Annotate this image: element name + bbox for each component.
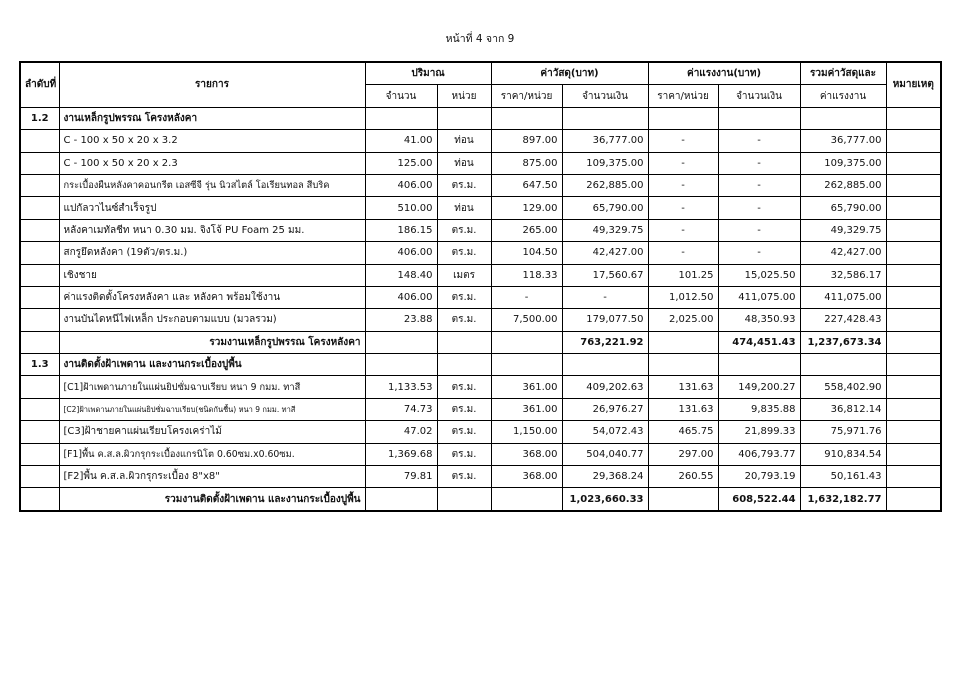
table-row xyxy=(20,219,941,241)
row-total: 558,402.90 xyxy=(800,376,886,398)
row-total: 36,777.00 xyxy=(800,130,886,152)
col-header-mat-unit-price: ราคา/หน่วย xyxy=(491,85,562,107)
section-title: งานติดตั้งฝ้าเพดาน และงานกระเบื้องปูพื้น xyxy=(59,354,365,376)
unit: ตร.ม. xyxy=(437,443,491,465)
labor-amount: 20,793.19 xyxy=(718,466,800,488)
unit: ตร.ม. xyxy=(437,286,491,308)
labor-amount: - xyxy=(718,152,800,174)
quantity: 406.00 xyxy=(365,286,437,308)
labor-amount: 15,025.50 xyxy=(718,264,800,286)
unit: เมตร xyxy=(437,264,491,286)
labor-unit-price: - xyxy=(648,174,718,196)
unit: ตร.ม. xyxy=(437,174,491,196)
table-row xyxy=(20,466,941,488)
unit: ตร.ม. xyxy=(437,219,491,241)
labor-unit-price: 260.55 xyxy=(648,466,718,488)
item-description: เชิงชาย xyxy=(59,264,365,286)
col-header-lab-unit-price: ราคา/หน่วย xyxy=(648,85,718,107)
material-unit-price: 361.00 xyxy=(491,376,562,398)
material-amount: 109,375.00 xyxy=(562,152,648,174)
labor-unit-price: 297.00 xyxy=(648,443,718,465)
unit: ตร.ม. xyxy=(437,466,491,488)
material-amount: 36,777.00 xyxy=(562,130,648,152)
material-unit-price: 118.33 xyxy=(491,264,562,286)
unit: ตร.ม. xyxy=(437,376,491,398)
labor-amount: 411,075.00 xyxy=(718,286,800,308)
col-header-mat-amount: จำนวนเงิน xyxy=(562,85,648,107)
col-header-qty-amount: จำนวน xyxy=(365,85,437,107)
labor-amount: 406,793.77 xyxy=(718,443,800,465)
col-header-quantity: ปริมาณ xyxy=(365,62,491,85)
item-description: C - 100 x 50 x 20 x 3.2 xyxy=(59,130,365,152)
subtotal-label: รวมงานเหล็กรูปพรรณ โครงหลังคา xyxy=(59,331,365,353)
unit: ตร.ม. xyxy=(437,421,491,443)
row-total: 262,885.00 xyxy=(800,174,886,196)
item-description: ค่าแรงติดตั้งโครงหลังคา และ หลังคา พร้อมใช้งาน xyxy=(59,286,365,308)
material-unit-price: 129.00 xyxy=(491,197,562,219)
quantity: 23.88 xyxy=(365,309,437,331)
row-total: 109,375.00 xyxy=(800,152,886,174)
section-title: งานเหล็กรูปพรรณ โครงหลังคา xyxy=(59,107,365,129)
material-amount: 65,790.00 xyxy=(562,197,648,219)
item-description: หลังคาเมทัลชีท หนา 0.30 มม. จิงโจ้ PU Foam 25 มม. xyxy=(59,219,365,241)
item-description: [C2]ฝ้าเพดานภายในแผ่นยิปซั่มฉาบเรียบ(ชนิดกันชื้น) หนา 9 กมม. ทาสี xyxy=(59,398,365,420)
section-number: 1.2 xyxy=(20,107,59,129)
section-row-1-3 xyxy=(20,354,941,376)
labor-unit-price: - xyxy=(648,242,718,264)
subtotal-labor-amount: 474,451.43 xyxy=(718,331,800,353)
material-amount: 42,427.00 xyxy=(562,242,648,264)
unit: ท่อน xyxy=(437,152,491,174)
material-amount: 179,077.50 xyxy=(562,309,648,331)
labor-amount: 149,200.27 xyxy=(718,376,800,398)
labor-amount: - xyxy=(718,197,800,219)
quantity: 79.81 xyxy=(365,466,437,488)
table-row xyxy=(20,130,941,152)
table-row xyxy=(20,398,941,420)
row-total: 75,971.76 xyxy=(800,421,886,443)
row-total: 65,790.00 xyxy=(800,197,886,219)
labor-unit-price: - xyxy=(648,130,718,152)
material-unit-price: 368.00 xyxy=(491,466,562,488)
unit: ตร.ม. xyxy=(437,242,491,264)
labor-unit-price: 465.75 xyxy=(648,421,718,443)
unit: ตร.ม. xyxy=(437,309,491,331)
labor-amount: 9,835.88 xyxy=(718,398,800,420)
material-unit-price: 647.50 xyxy=(491,174,562,196)
item-description: [F2]พื้น ค.ส.ล.ผิวกรุกระเบื้อง 8"x8" xyxy=(59,466,365,488)
header-row-1 xyxy=(20,62,941,85)
quantity: 406.00 xyxy=(365,174,437,196)
labor-unit-price: - xyxy=(648,219,718,241)
table-row xyxy=(20,264,941,286)
material-unit-price: 104.50 xyxy=(491,242,562,264)
table-row xyxy=(20,286,941,308)
item-description: กระเบื้องผืนหลังคาคอนกรีต เอสซีจี รุ่น นิวสไตล์ โอเรียนทอล สีบริค xyxy=(59,174,365,196)
quantity: 186.15 xyxy=(365,219,437,241)
material-amount: 17,560.67 xyxy=(562,264,648,286)
material-amount: 504,040.77 xyxy=(562,443,648,465)
subtotal-total: 1,632,182.77 xyxy=(800,488,886,511)
material-amount: 409,202.63 xyxy=(562,376,648,398)
quantity: 41.00 xyxy=(365,130,437,152)
subtotal-row-1-2 xyxy=(20,331,941,353)
labor-amount: - xyxy=(718,219,800,241)
subtotal-row-1-3 xyxy=(20,488,941,511)
material-amount: 49,329.75 xyxy=(562,219,648,241)
item-description: [C1]ฝ้าเพดานภายในแผ่นยิปซั่มฉาบเรียบ หนา 9 กมม. ทาสี xyxy=(59,376,365,398)
material-amount: 29,368.24 xyxy=(562,466,648,488)
quantity: 1,133.53 xyxy=(365,376,437,398)
row-total: 36,812.14 xyxy=(800,398,886,420)
table-row xyxy=(20,443,941,465)
material-amount: 262,885.00 xyxy=(562,174,648,196)
page-number-header: หน้าที่ 4 จาก 9 xyxy=(445,33,515,45)
item-description: แปกัลวาไนซ์สำเร็จรูป xyxy=(59,197,365,219)
item-description: C - 100 x 50 x 20 x 2.3 xyxy=(59,152,365,174)
subtotal-labor-amount: 608,522.44 xyxy=(718,488,800,511)
subtotal-material-amount: 763,221.92 xyxy=(562,331,648,353)
labor-amount: 48,350.93 xyxy=(718,309,800,331)
labor-unit-price: 131.63 xyxy=(648,376,718,398)
table-row xyxy=(20,197,941,219)
material-unit-price: - xyxy=(491,286,562,308)
item-description: สกรูยึดหลังคา (19ตัว/ตร.ม.) xyxy=(59,242,365,264)
subtotal-total: 1,237,673.34 xyxy=(800,331,886,353)
quantity: 148.40 xyxy=(365,264,437,286)
row-total: 50,161.43 xyxy=(800,466,886,488)
section-row-1-2 xyxy=(20,107,941,129)
material-amount: 26,976.27 xyxy=(562,398,648,420)
material-unit-price: 875.00 xyxy=(491,152,562,174)
quantity: 47.02 xyxy=(365,421,437,443)
quantity: 74.73 xyxy=(365,398,437,420)
table-row xyxy=(20,376,941,398)
labor-unit-price: 1,012.50 xyxy=(648,286,718,308)
labor-unit-price: 101.25 xyxy=(648,264,718,286)
item-description: งานบันไดหนีไฟเหล็ก ประกอบตามแบบ (มวลรวม) xyxy=(59,309,365,331)
row-total: 32,586.17 xyxy=(800,264,886,286)
material-amount: - xyxy=(562,286,648,308)
material-unit-price: 7,500.00 xyxy=(491,309,562,331)
col-header-no: ลำดับที่ xyxy=(20,62,59,107)
unit: ท่อน xyxy=(437,130,491,152)
col-header-labor: ค่าแรงงาน(บาท) xyxy=(648,62,800,85)
subtotal-material-amount: 1,023,660.33 xyxy=(562,488,648,511)
material-unit-price: 1,150.00 xyxy=(491,421,562,443)
table-row xyxy=(20,242,941,264)
table-row xyxy=(20,421,941,443)
material-unit-price: 361.00 xyxy=(491,398,562,420)
quantity: 1,369.68 xyxy=(365,443,437,465)
labor-unit-price: 2,025.00 xyxy=(648,309,718,331)
bill-of-quantities-table xyxy=(19,61,942,512)
quantity: 510.00 xyxy=(365,197,437,219)
table-row xyxy=(20,309,941,331)
item-description: [F1]พื้น ค.ส.ล.ผิวกรุกระเบื้องแกรนิโต 0.60ซม.x0.60ซม. xyxy=(59,443,365,465)
row-total: 910,834.54 xyxy=(800,443,886,465)
col-header-total-line2: ค่าแรงงาน xyxy=(800,85,886,107)
labor-amount: - xyxy=(718,174,800,196)
section-number: 1.3 xyxy=(20,354,59,376)
labor-unit-price: - xyxy=(648,152,718,174)
labor-amount: 21,899.33 xyxy=(718,421,800,443)
subtotal-label: รวมงานติดตั้งฝ้าเพดาน และงานกระเบื้องปูพื้น xyxy=(59,488,365,511)
material-amount: 54,072.43 xyxy=(562,421,648,443)
quantity: 125.00 xyxy=(365,152,437,174)
col-header-total-line1: รวมค่าวัสดุและ xyxy=(800,62,886,85)
col-header-material: ค่าวัสดุ(บาท) xyxy=(491,62,648,85)
col-header-qty-unit: หน่วย xyxy=(437,85,491,107)
unit: ตร.ม. xyxy=(437,398,491,420)
row-total: 49,329.75 xyxy=(800,219,886,241)
labor-unit-price: - xyxy=(648,197,718,219)
material-unit-price: 368.00 xyxy=(491,443,562,465)
row-total: 227,428.43 xyxy=(800,309,886,331)
col-header-remark: หมายเหตุ xyxy=(886,62,941,107)
unit: ท่อน xyxy=(437,197,491,219)
table-row xyxy=(20,152,941,174)
labor-unit-price: 131.63 xyxy=(648,398,718,420)
row-total: 42,427.00 xyxy=(800,242,886,264)
labor-amount: - xyxy=(718,130,800,152)
material-unit-price: 265.00 xyxy=(491,219,562,241)
col-header-item: รายการ xyxy=(59,62,365,107)
quantity: 406.00 xyxy=(365,242,437,264)
col-header-lab-amount: จำนวนเงิน xyxy=(718,85,800,107)
row-total: 411,075.00 xyxy=(800,286,886,308)
labor-amount: - xyxy=(718,242,800,264)
material-unit-price: 897.00 xyxy=(491,130,562,152)
table-row xyxy=(20,174,941,196)
item-description: [C3]ฝ้าชายคาแผ่นเรียบโครงเคร่าไม้ xyxy=(59,421,365,443)
